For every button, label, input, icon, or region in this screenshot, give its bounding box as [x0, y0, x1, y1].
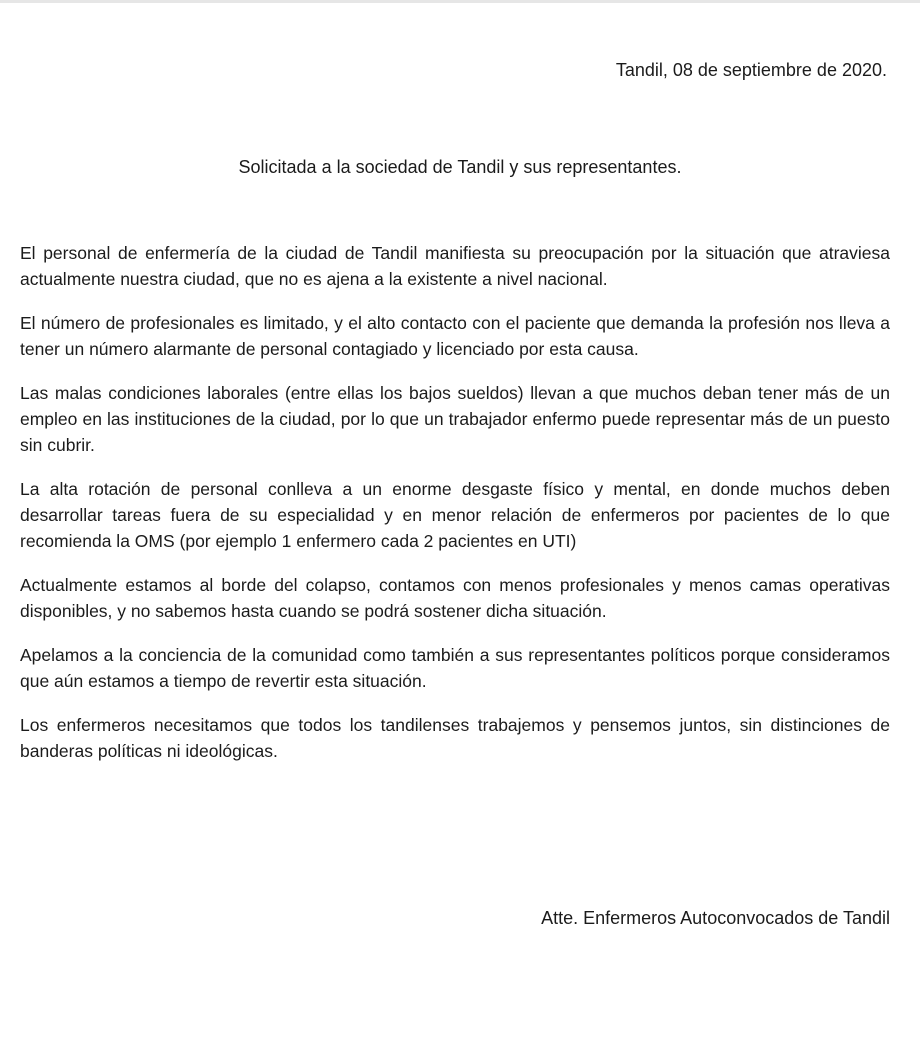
paragraph-2: El número de profesionales es limitado, y el alto contacto con el paciente que demanda la profesión nos lleva a tener un número alarmante de personal contagiado y licenciado por esta causa.: [20, 313, 890, 359]
top-edge-divider: [0, 0, 920, 3]
letter-signature: Atte. Enfermeros Autoconvocados de Tandil: [541, 908, 890, 928]
paragraph-3: Las malas condiciones laborales (entre ellas los bajos sueldos) llevan a que muchos deban tener más de un empleo en las instituciones de la ciudad, por lo que un trabajador enfermo puede representar más de un puesto sin cubrir.: [20, 383, 890, 455]
paragraph-7: Los enfermeros necesitamos que todos los tandilenses trabajemos y pensemos juntos, sin distinciones de banderas políticas ni ideológicas.: [20, 715, 890, 761]
letter-date: Tandil, 08 de septiembre de 2020.: [615, 60, 887, 80]
paragraph-5: Actualmente estamos al borde del colapso, contamos con menos profesionales y menos camas operativas disponibles, y no sabemos hasta cuando se podrá sostener dicha situación.: [20, 575, 890, 621]
paragraph-4: La alta rotación de personal conlleva a un enorme desgaste físico y mental, en donde muchos deben desarrollar tareas fuera de su especialidad y en menor relación de enfermeros por pacientes de lo que recomienda la OMS (por ejemplo 1 enfermero cada 2 pacientes en UTI): [20, 479, 890, 551]
paragraph-6: Apelamos a la conciencia de la comunidad como también a sus representantes políticos porque consideramos que aún estamos a tiempo de revertir esta situación.: [20, 645, 890, 691]
letter-addressee: Solicitada a la sociedad de Tandil y sus representantes.: [238, 157, 682, 177]
paragraph-1: El personal de enfermería de la ciudad de Tandil manifiesta su preocupación por la situación que atraviesa actualmente nuestra ciudad, que no es ajena a la existente a nivel nacional.: [20, 243, 890, 289]
letter-body: [20, 240, 890, 782]
